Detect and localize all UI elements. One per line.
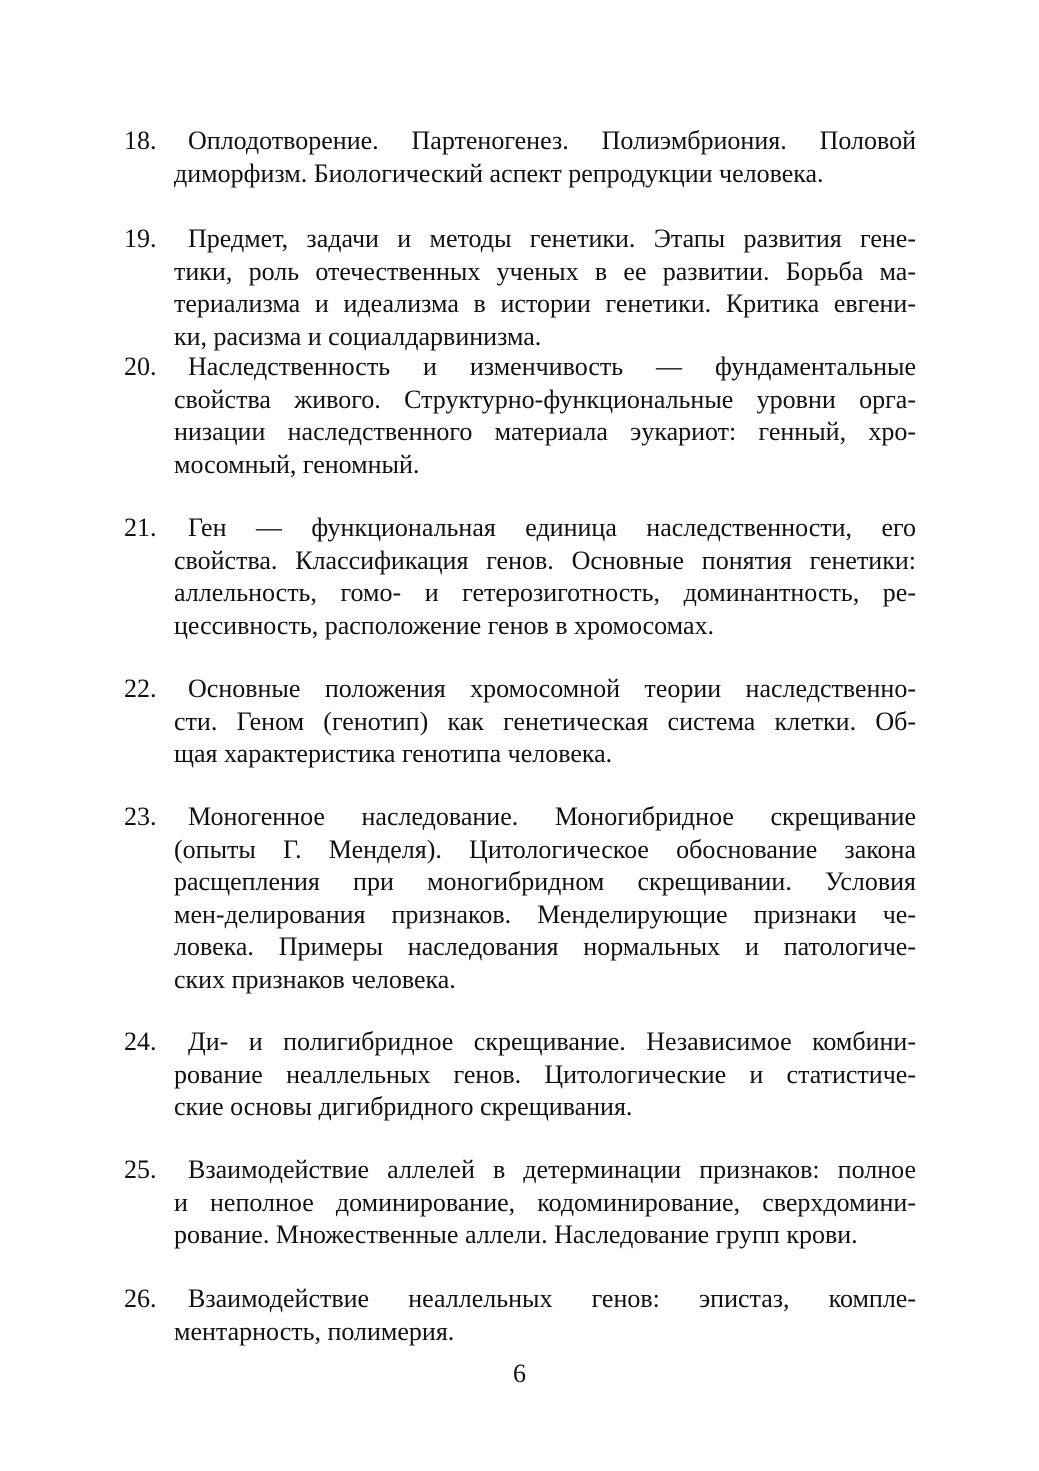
item-text-line: (опыты Г. Менделя). Цитологическое обоснование закона: [174, 834, 916, 864]
item-text-line: щая характеристика генотипа человека.: [174, 739, 613, 768]
item-text-line: тики, роль отечественных ученых в ее развитии. Борьба ма-: [174, 256, 916, 286]
item-number: 19.: [124, 224, 157, 253]
item-number: 23.: [124, 802, 157, 831]
list-item: [124, 125, 916, 190]
item-number: 20.: [124, 352, 157, 381]
item-text-line: Взаимодействие аллелей в детерминации признаков: полное: [188, 1155, 916, 1184]
item-text-line: Основные положения хромосомной теории наследственно-: [188, 674, 916, 703]
item-number: 26.: [124, 1284, 157, 1313]
item-text-line: низации наследственного материала эукариот: генный, хро-: [174, 417, 916, 446]
item-text-line: Ди- и полигибридное скрещивание. Независимое комбини-: [188, 1027, 916, 1056]
page-number: 6: [513, 1359, 526, 1388]
item-text-line: рование. Множественные аллели. Наследование групп крови.: [174, 1220, 858, 1249]
item-number: 18.: [124, 126, 157, 155]
list-item: [124, 673, 916, 771]
item-number: 24.: [124, 1027, 157, 1056]
item-number: 21.: [124, 513, 157, 542]
item-text-line: Предмет, задачи и методы генетики. Этапы развития гене-: [188, 224, 916, 253]
item-text-line: Взаимодействие неаллельных генов: эпистаз, компле-: [188, 1284, 916, 1313]
item-text-line: ских признаков человека.: [174, 964, 456, 994]
list-item: [124, 1154, 916, 1252]
item-text-line: териализма и идеализма в истории генетики. Критика евгени-: [174, 289, 916, 318]
item-text-line: аллельность, гомо- и гетерозиготность, доминантность, ре-: [174, 578, 916, 607]
item-text-line: ские основы дигибридного скрещивания.: [174, 1092, 633, 1121]
item-text-line: цессивность, расположение генов в хромосомах.: [174, 610, 714, 640]
item-text-line: рование неаллельных генов. Цитологические и статистиче-: [174, 1059, 916, 1089]
item-text-line: ки, расизма и социалдарвинизма.: [174, 321, 542, 351]
item-text-line: свойства живого. Структурно-функциональные уровни орга-: [174, 384, 916, 414]
list-item: [124, 223, 916, 353]
item-text-line: свойства. Классификация генов. Основные понятия генетики:: [174, 545, 916, 575]
item-text-line: сти. Геном (генотип) как генетическая система клетки. Об-: [174, 706, 916, 736]
list-item: [124, 512, 916, 642]
item-text-line: Моногенное наследование. Моногибридное скрещивание: [188, 802, 916, 831]
item-text-line: Наследственность и изменчивость — фундаментальные: [188, 352, 916, 381]
list-item: [124, 801, 916, 996]
item-text-line: мен-делирования признаков. Менделирующие признаки че-: [174, 899, 916, 929]
item-text-line: мосомный, геномный.: [174, 449, 420, 479]
item-number: 22.: [124, 674, 157, 703]
item-text-line: расщепления при моногибридном скрещивании. Условия: [174, 867, 916, 896]
item-text-line: и неполное доминирование, кодоминирование, сверхдомини-: [174, 1187, 916, 1217]
item-text-line: Оплодотворение. Партеногенез. Полиэмбриония. Половой: [188, 126, 916, 155]
list-item: [124, 1026, 916, 1124]
item-text-line: Ген — функциональная единица наследственности, его: [188, 513, 916, 542]
item-text-line: ловека. Примеры наследования нормальных и патологиче-: [174, 932, 916, 961]
list-item: [124, 351, 916, 481]
item-text-line: ментарность, полимерия.: [174, 1316, 455, 1346]
item-text-line: диморфизм. Биологический аспект репродукции человека.: [174, 158, 824, 188]
list-item: [124, 1283, 916, 1348]
item-number: 25.: [124, 1155, 157, 1184]
